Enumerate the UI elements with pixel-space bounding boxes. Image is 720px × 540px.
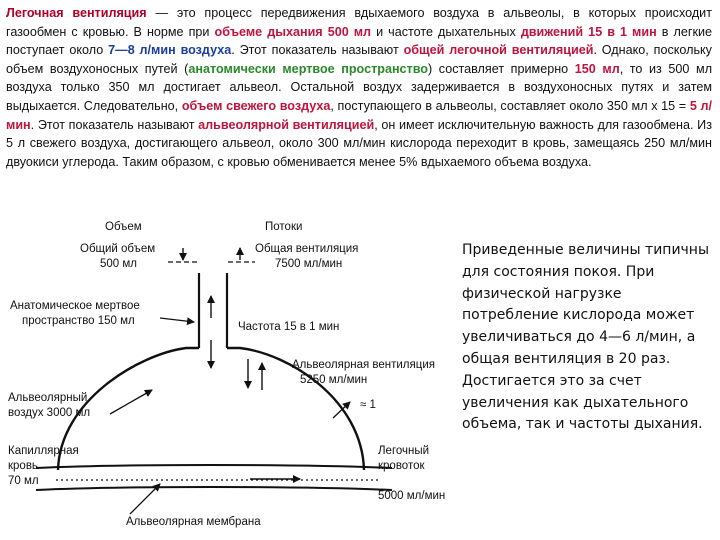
text-segment: и частоте дыхательных bbox=[371, 24, 521, 39]
membrane-arrow bbox=[130, 484, 160, 514]
total-ventilation-label: Общая вентиляция bbox=[255, 243, 359, 255]
ventilation-diagram bbox=[0, 218, 460, 540]
main-paragraph bbox=[6, 4, 712, 171]
term-air-volume: 7—8 л/мин воздуха bbox=[108, 43, 232, 58]
term-dead-space: анатомически мертвое пространство bbox=[188, 61, 428, 76]
term-fresh-air-volume: объем свежего воздуха bbox=[181, 98, 331, 113]
capillary-blood-word: кровь bbox=[8, 460, 38, 472]
flows-header: Потоки bbox=[265, 221, 303, 233]
text-segment: , то из 500 мл воздуха только 350 мл достигает альвеол. Остальной воздух задерживается в воздухоносных путях и затем выдыхается. Следовательно, bbox=[6, 61, 713, 113]
trachea bbox=[199, 273, 227, 348]
alveolar-ventilation-value: 5250 мл/мин bbox=[300, 374, 368, 386]
total-ventilation-value: 7500 мл/мин bbox=[275, 258, 343, 270]
text-segment: — это процесс передвижения вдыхаемого воздуха в альвеолы, в которых происходит газообмен с кровью. В норме при bbox=[6, 6, 712, 39]
total-volume-value: 500 мл bbox=[100, 258, 137, 270]
dead-space-value: пространство 150 мл bbox=[22, 315, 135, 327]
text-segment: . Этот показатель называют bbox=[231, 43, 404, 58]
text-segment: , поступающего в альвеолы, составляет около 350 мл х 15 = bbox=[330, 98, 690, 113]
term-total-ventilation: общей легочной вентиляцией bbox=[403, 43, 594, 58]
membrane-label: Альвеолярная мембрана bbox=[126, 516, 261, 528]
term-alveolar-ventilation: альвеолярной вентиляцией bbox=[198, 117, 375, 132]
capillary-vessel bbox=[36, 465, 392, 490]
term-breathing-rate: движений 15 в 1 мин bbox=[520, 24, 657, 39]
pulmonary-flow-label: Легочный bbox=[378, 445, 430, 457]
ratio-label: ≈ 1 bbox=[360, 399, 376, 411]
term-tidal-volume: объеме дыхания 500 мл bbox=[214, 24, 372, 39]
dead-space-arrow bbox=[160, 318, 194, 322]
total-volume-label: Общий объем bbox=[80, 243, 156, 255]
text-segment: . Однако, поскольку объем воздухоносных путей ( bbox=[6, 43, 712, 76]
text-segment: . Этот показатель называют bbox=[30, 117, 199, 132]
frequency-label: Частота 15 в 1 мин bbox=[238, 321, 340, 333]
pulmonary-flow-value: 5000 мл/мин bbox=[378, 490, 446, 502]
alveolar-air-label: Альвеолярный bbox=[8, 392, 88, 404]
volume-header: Объем bbox=[105, 221, 142, 233]
text-segment: в легкие поступает около bbox=[6, 24, 712, 58]
side-note: Приведенные величины типичны для состояния покоя. При физической нагрузке потребление кислорода может увеличиваться до 4—6 л/мин, а общая вентиляция в 20 раз. Достигается это за счет увеличения как дыхательного объема, так и частоты дыхания. bbox=[462, 242, 710, 433]
term-pulmonary-ventilation: Легочная вентиляция bbox=[6, 6, 147, 20]
term-dead-space-volume: 150 мл bbox=[574, 61, 620, 76]
dead-space-label: Анатомическое мертвое bbox=[10, 300, 140, 312]
alveolar-air-value: воздух 3000 мл bbox=[8, 407, 91, 419]
text-segment: ) составляет примерно bbox=[428, 61, 575, 76]
capillary-blood-label: Капиллярная bbox=[8, 445, 79, 457]
capillary-blood-value: 70 мл bbox=[8, 475, 39, 487]
text-segment: , он имеет исключительную важность для газообмена. Из 5 л свежего воздуха, достигающего альвеол, около 300 мл/мин кислорода переходит в кровь, замещаясь 250 мл/мин двуокиси углерода. Таким образом, с кровью обменивается менее 5% вдыхаемого объема воздуха. bbox=[6, 117, 712, 169]
alveolar-ventilation-label: Альвеолярная вентиляция bbox=[292, 359, 435, 371]
pulmonary-flow-word: кровоток bbox=[378, 460, 425, 472]
alveolar-air-arrow bbox=[110, 390, 152, 414]
term-fresh-air-rate: 5 л/мин bbox=[6, 98, 712, 132]
